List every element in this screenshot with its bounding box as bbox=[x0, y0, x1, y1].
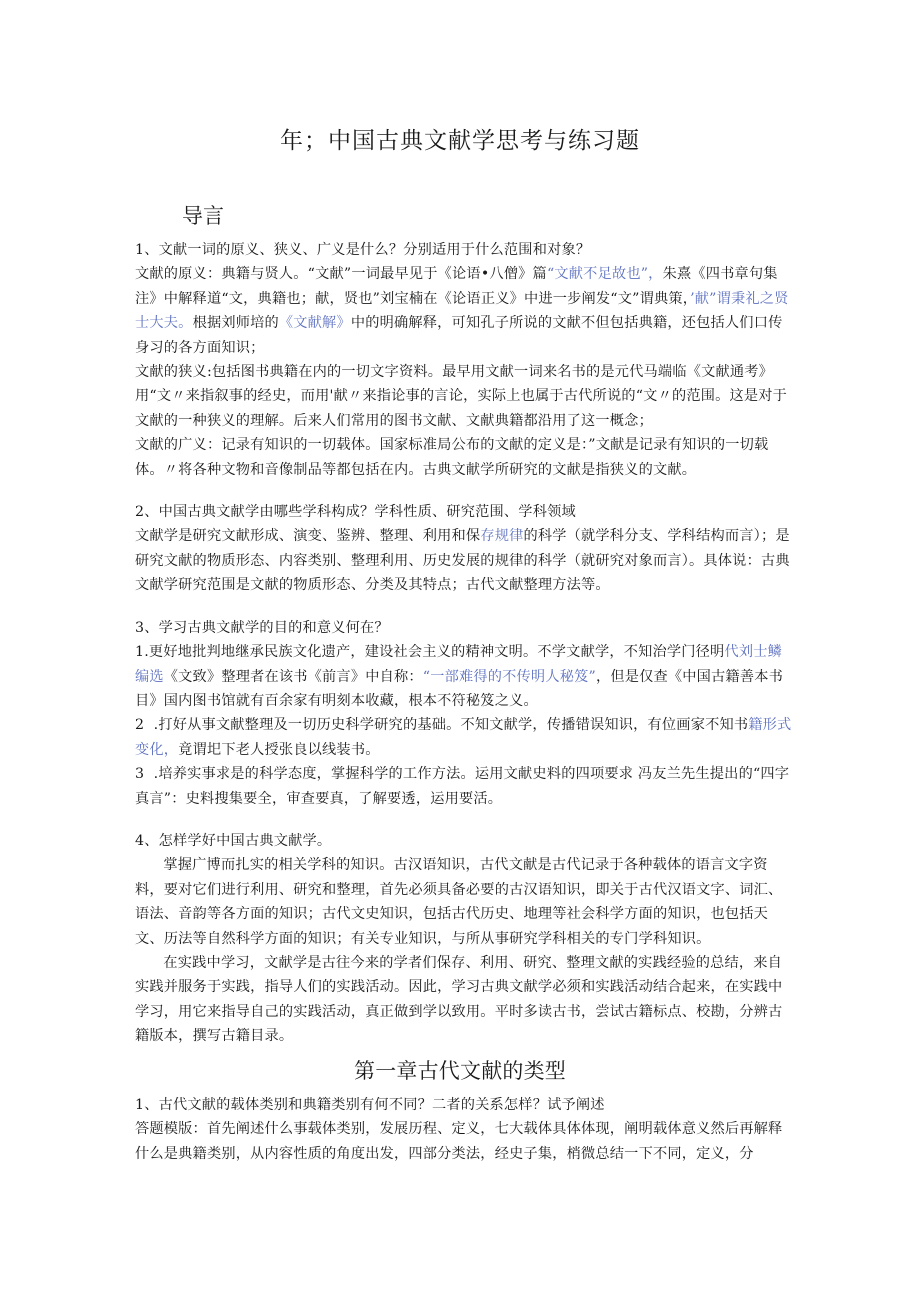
answer-narrow-meaning: 文献的狭义:包括图书典籍在内的一切文字资料。最早用文献一词来名书的是元代马端临《文献通考》用“文〃来指叙事的经史，而用'献〃来指论事的言论，实际上也属于古代所说的“文〃的范围。这是对于文献的一种狭义的理解。后来人们常用的图书文献、文献典籍都沿用了这一概念； bbox=[135, 364, 788, 429]
spacer bbox=[135, 811, 795, 829]
answer-4-paragraph-2: 在实践中学习，文献学是古往今来的学者们保存、利用、研究、整理文献的实践经验的总结，来自实践并服务于实践，指导人们的实践活动。因此，学习古典文献学必须和实践活动结合起来，在实践中学习，用它来指导自己的实践活动，真正做到学以致用。平时多读古书，尝试古籍标点、校勘，分辨古籍版本，撰写古籍目录。 bbox=[135, 954, 783, 1045]
answer-2 bbox=[135, 524, 795, 597]
question-2: 2、中国古典文献学由哪些学科构成？学科性质、研究范围、学科领域 bbox=[135, 504, 576, 521]
chapter-heading: 第一章古代文献的类型 bbox=[354, 1058, 566, 1083]
document-title: 年；中国古典文献学思考与练习题 bbox=[280, 128, 640, 154]
highlighted-quote: “一部难得的不传明人秘笈” bbox=[422, 668, 596, 685]
question-4: 4、怎样学好中国古典文献学。 bbox=[135, 832, 332, 849]
question-1: 1、文献一词的原义、狭义、广义是什么？分别适用于什么范围和对象？ bbox=[135, 242, 591, 258]
answer-4-paragraph-1: 掌握广博而扎实的相关学科的知识。古汉语知识，古代文献是古代记录于各种载体的语言文字资料，要对它们进行利用、研究和整理，首先必须具备必要的古汉语知识，即关于古代汉语文字、词汇、语法、音韵等各方面的知识；古代文史知识，包括古代历史、地理等社会科学方面的知识，也包括天文、历法等自然科学方面的知识；有关专业知识，与所从事研究学科相关的专门学科知识。 bbox=[135, 857, 783, 947]
section-heading-intro: 导言 bbox=[182, 204, 224, 228]
highlighted-quote: “文献不足故也”， bbox=[546, 266, 663, 283]
chapter-1-question-1: 1、古代文献的载体类别和典籍类别有何不同？二者的关系怎样？试予阐述 bbox=[135, 1097, 605, 1113]
text-run: 2 .打好从事文献整理及一切历史科学研究的基础。不知文献学，传播错误知识，有位画家不知书 bbox=[135, 717, 749, 734]
highlighted-text: 存规律 bbox=[480, 528, 524, 545]
question-3: 3、学习古典文献学的目的和意义何在？ bbox=[135, 619, 389, 636]
text-run: 文献的原义：典籍与贤人。“文献”一词最早见于《论语•八僧》篇 bbox=[135, 266, 547, 283]
text-run: ，但是仅查《中国古籍善本书目》国内图书馆就有百余家有明刻本收藏，根本不符秘笈之义。 bbox=[135, 668, 783, 709]
spacer bbox=[135, 482, 795, 500]
text-run: 朱熹《四书章句集注》中解释道“文，典籍也；献，贤也”刘宝楠在《论语正义》中进一步阐发“文”谓典策， bbox=[135, 266, 778, 307]
answer-broad-meaning: 文献的广义：记录有知识的一切载体。国家标准局公布的文献的定义是：”文献是记录有知识的一切载体。〃将各种文物和音像制品等都包括在内。古典文献学所研究的文献是指狭义的文献。 bbox=[135, 437, 769, 478]
highlighted-text: 籍形式变化， bbox=[135, 717, 792, 758]
text-run: 根据刘师培的 bbox=[192, 315, 279, 332]
highlighted-book-title: 《文献解》 bbox=[278, 315, 351, 332]
spacer bbox=[135, 598, 795, 616]
text-run: 中的明确解释，可知孔子所说的文献不但包括典籍，还包括人们口传身习的各方面知识； bbox=[135, 315, 783, 356]
answer-original-meaning bbox=[135, 262, 795, 360]
text-run: 文献学是研究文献形成、演变、鉴辨、整理、利用和保 bbox=[135, 528, 481, 545]
text-run: 的科学（就学科分支、学科结构而言）；是研究文献的物质形态、内容类别、整理利用、历史发展的规律的科学（就研究对象而言）。具体说：古典文献学研究范围是文献的物质形态、分类及其特点；古代文献整理方法等。 bbox=[135, 528, 790, 594]
answer-3-point-2 bbox=[135, 713, 795, 762]
text-run: 竟谓圯下老人授张良以线装书。 bbox=[178, 741, 380, 758]
chapter-1-answer-1: 答题模版：首先阐述什么事载体类别，发展历程、定义，七大载体具体体现，阐明载体意义然后再解释什么是典籍类别，从内容性质的角度出发，四部分类法，经史子集，梢微总结一下不同，定义，分 bbox=[135, 1121, 783, 1162]
answer-3-point-3: 3 .培养实事求是的科学态度，掌握科学的工作方法。运用文献史料的四项要求 冯友兰先生提出的“四字真言”：史料搜集要全，审查要真，了解要透，运用要活。 bbox=[135, 766, 790, 807]
highlighted-text: 代刘士鳞编选 bbox=[135, 644, 783, 685]
highlighted-quote: ’献”谓秉礼之贤士大夫。 bbox=[135, 290, 789, 332]
text-run: 1.更好地批判地继承民族文化遗产，建设社会主义的精神文明。不学文献学，不知治学门径明 bbox=[135, 644, 725, 661]
document-body bbox=[135, 238, 795, 1166]
text-run: 《文致》整理者在该书《前言》中自称： bbox=[163, 668, 423, 685]
answer-3-point-1 bbox=[135, 640, 795, 713]
